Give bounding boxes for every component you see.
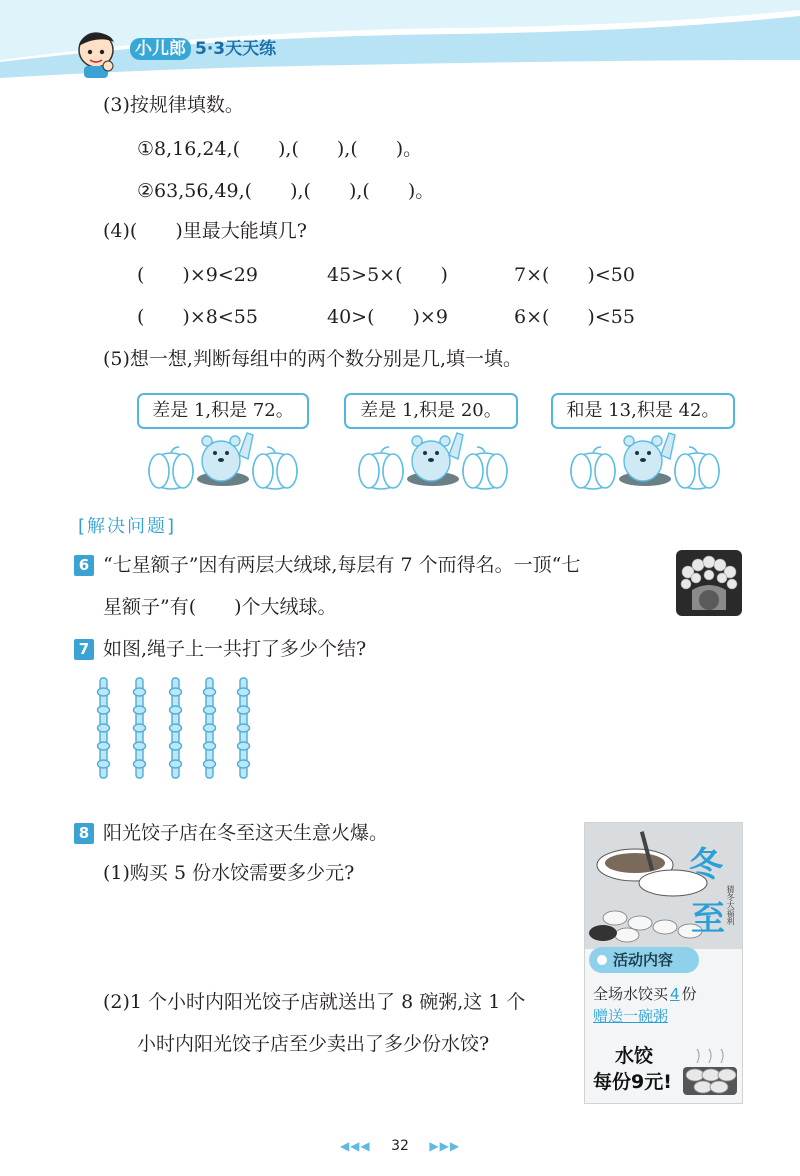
poster-offer-line2: 赠送一碗粥 — [593, 1007, 669, 1025]
q5-bear-illustration-2 — [355, 425, 515, 495]
q4-item-5: 40>( )×9 — [327, 306, 448, 328]
q6-line2: 星额子”有( )个大绒球。 — [103, 596, 337, 618]
q5-bubble-1: 差是 1,积是 72。 — [137, 393, 309, 429]
poster-big-char-2: 至 — [691, 899, 725, 939]
q5-bear-illustration-1 — [145, 425, 305, 495]
poster-dumpling-tray-icon — [681, 1045, 739, 1099]
q7-text: 如图,绳子上一共打了多少个结? — [103, 638, 367, 660]
footer-right-arrows-icon: ▶▶▶ — [429, 1139, 461, 1153]
q5-bear-illustration-3 — [567, 425, 727, 495]
section-label-problem-solving: [解决问题] — [78, 516, 177, 537]
q5-bubble-3: 和是 13,积是 42。 — [551, 393, 735, 429]
q8-sub2-line2: 小时内阳光饺子店至少卖出了多少份水饺? — [137, 1033, 490, 1055]
q3-title: (3)按规律填数。 — [103, 94, 244, 116]
poster-offer-num: 4 — [670, 985, 680, 1003]
dumpling-promo-poster — [584, 822, 743, 1104]
poster-offer-part2: 份 — [681, 985, 697, 1003]
q3-row1: ①8,16,24,( ),( ),( )。 — [137, 138, 423, 160]
mascot-boy-icon — [72, 28, 124, 78]
q4-item-2: 45>5×( ) — [327, 264, 448, 286]
page-number: 32 — [391, 1138, 409, 1154]
brand-series: 5·3天天练 — [195, 39, 277, 59]
seven-star-headdress-photo — [676, 550, 742, 616]
q8-sub1: (1)购买 5 份水饺需要多少元? — [103, 862, 355, 884]
q5-bubble-2: 差是 1,积是 20。 — [344, 393, 518, 429]
poster-price-line1: 水饺 — [615, 1045, 654, 1067]
q3-row2: ②63,56,49,( ),( ),( )。 — [137, 180, 435, 202]
q4-item-1: ( )×9<29 — [137, 264, 258, 286]
knotted-ropes-illustration — [92, 672, 262, 784]
poster-offer-part1: 全场水饺买 — [593, 985, 669, 1003]
poster-big-char-1: 冬 — [689, 845, 723, 885]
poster-banner — [589, 947, 699, 973]
page-footer — [0, 1138, 800, 1154]
footer-left-arrows-icon: ◀◀◀ — [339, 1139, 371, 1153]
q8-number-badge: 8 — [74, 823, 94, 844]
brand-name: 小儿郎 — [130, 38, 191, 60]
poster-price-line2: 每份9元! — [593, 1071, 672, 1093]
q8-sub2-line1: (2)1 个小时内阳光饺子店就送出了 8 碗粥,这 1 个 — [103, 991, 526, 1013]
q7-number-badge: 7 — [74, 639, 94, 660]
poster-banner-dot-icon — [597, 955, 607, 965]
poster-offer-line1 — [593, 983, 697, 1004]
q4-item-4: ( )×8<55 — [137, 306, 258, 328]
q5-title: (5)想一想,判断每组中的两个数分别是几,填一填。 — [103, 348, 522, 370]
q4-item-6: 6×( )<55 — [514, 306, 635, 328]
q4-item-3: 7×( )<50 — [514, 264, 635, 286]
poster-vertical-note: 猜冬大福利 — [726, 885, 735, 925]
q8-text: 阳光饺子店在冬至这天生意火爆。 — [103, 822, 389, 844]
poster-banner-text: 活动内容 — [613, 951, 674, 969]
brand-title — [130, 34, 276, 59]
q6-number-badge: 6 — [74, 555, 94, 576]
q6-line1: “七星额子”因有两层大绒球,每层有 7 个而得名。一顶“七 — [103, 554, 581, 576]
q4-title: (4)( )里最大能填几? — [103, 220, 307, 242]
